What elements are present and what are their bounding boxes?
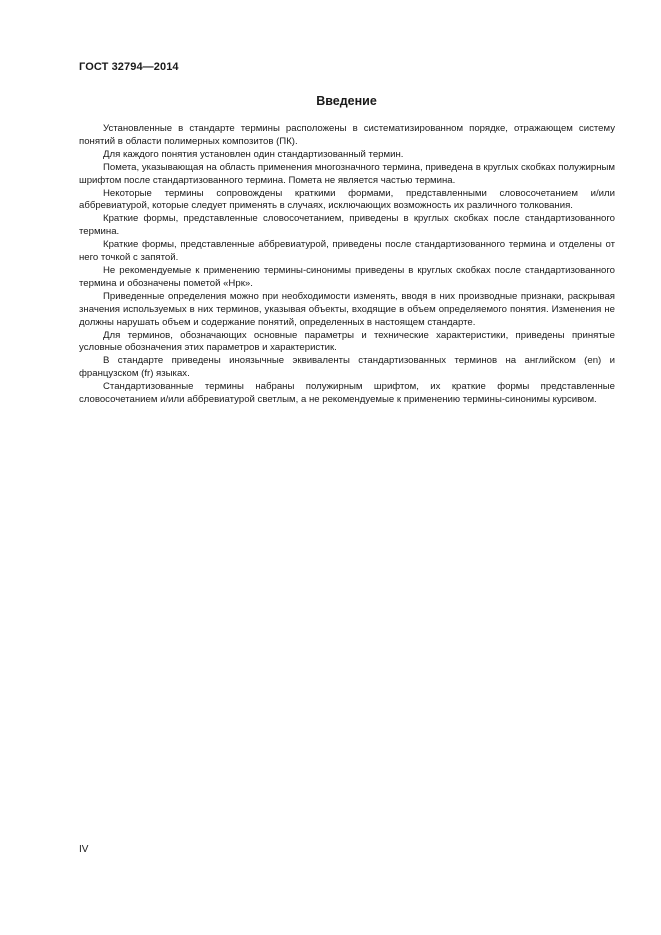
paragraph: Приведенные определения можно при необходимости изменять, вводя в них производные признаки, раскрывая значения используемых в них терминов, указывая объекты, входящие в объем определяемого понятия. Изменения не должны нарушать объем и содержание понятий, определенных в настоящем стандарте. — [79, 290, 615, 328]
page-number: IV — [79, 844, 89, 855]
paragraph: Краткие формы, представленные словосочетанием, приведены в круглых скобках после стандартизованного термина. — [79, 213, 615, 238]
paragraph: Стандартизованные термины набраны полужирным шрифтом, их краткие формы представленные словосочетанием и/или аббревиатурой светлым, а не рекомендуемые к применению термины-синонимы курсивом. — [79, 381, 615, 406]
paragraph: Не рекомендуемые к применению термины-синонимы приведены в круглых скобках после стандартизованного термина и обозначены пометой «Нрк». — [79, 264, 615, 289]
paragraph: В стандарте приведены иноязычные эквиваленты стандартизованных терминов на английском (en) и французском (fr) языках. — [79, 355, 615, 380]
paragraph: Для каждого понятия установлен один стандартизованный термин. — [103, 148, 404, 160]
document-header: ГОСТ 32794—2014 — [79, 61, 179, 73]
paragraph: Для терминов, обозначающих основные параметры и технические характеристики, приведены принятые условные обозначения этих параметров и характеристик. — [79, 329, 615, 354]
paragraph: Установленные в стандарте термины расположены в систематизированном порядке, отражающем систему понятий в области полимерных композитов (ПК). — [79, 123, 615, 147]
paragraph: Некоторые термины сопровождены краткими формами, представленными словосочетанием и/или аббревиатурой, которые следует применять в случаях, исключающих возможность их различного толкования. — [79, 187, 615, 212]
introduction-body — [79, 123, 615, 407]
paragraph: Помета, указывающая на область применения многозначного термина, приведена в круглых скобках полужирным шрифтом после стандартизованного термина. Помета не является частью термина. — [79, 161, 615, 186]
section-title: Введение — [316, 94, 377, 108]
paragraph: Краткие формы, представленные аббревиатурой, приведены после стандартизованного термина и отделены от него точкой с запятой. — [79, 239, 615, 264]
